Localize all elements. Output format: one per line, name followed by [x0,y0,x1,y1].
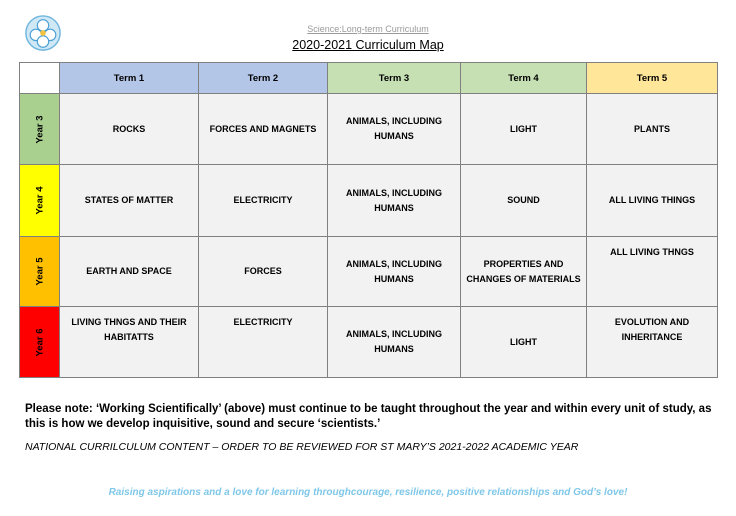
year-label: Year 4 [34,186,45,215]
document-title: 2020-2021 Curriculum Map [292,38,444,52]
topic-cell: LIVING THNGS AND THEIR HABITATTS [60,307,199,378]
year-row [20,307,718,378]
curriculum-table [19,62,718,378]
year-row [20,237,718,307]
topic-cell: ANIMALS, INCLUDING HUMANS [328,307,461,378]
topic-cell: LIGHT [461,94,587,165]
topic-cell: ELECTRICITY [199,165,328,237]
topic-cell: EARTH AND SPACE [60,237,199,307]
year-label-cell [20,307,60,378]
topic-cell: ROCKS [60,94,199,165]
term-header: Term 5 [587,63,718,94]
year-row [20,94,718,165]
year-label-cell [20,165,60,237]
year-label: Year 5 [34,257,45,286]
topic-cell: EVOLUTION AND INHERITANCE [587,307,718,378]
term-header: Term 4 [461,63,587,94]
topic-cell: ANIMALS, INCLUDING HUMANS [328,237,461,307]
year-label-cell [20,237,60,307]
term-header: Term 2 [199,63,328,94]
topic-cell: LIGHT [461,307,587,378]
year-row [20,165,718,237]
national-curriculum-note: NATIONAL CURRILCULUM CONTENT – ORDER TO BE REVIEWED FOR ST MARY’S 2021-2022 ACADEMIC YEAR [25,441,579,453]
topic-cell: PROPERTIES AND CHANGES OF MATERIALS [461,237,587,307]
term-header: Term 3 [328,63,461,94]
term-header: Term 1 [60,63,199,94]
document-subtitle: Science:Long-term Curriculum [307,24,429,34]
topic-cell: PLANTS [587,94,718,165]
year-label: Year 3 [34,115,45,143]
topic-cell: SOUND [461,165,587,237]
term-header-row [20,63,718,94]
corner-cell [20,63,60,94]
topic-cell: STATES OF MATTER [60,165,199,237]
topic-cell: ANIMALS, INCLUDING HUMANS [328,165,461,237]
topic-cell: ELECTRICITY [199,307,328,378]
year-label: Year 6 [34,328,45,356]
topic-cell: FORCES AND MAGNETS [199,94,328,165]
year-label-cell [20,94,60,165]
school-motto: Raising aspirations and a love for learning throughcourage, resilience, positive relationships and God’s love! [108,487,628,498]
topic-cell: ALL LIVING THNGS [587,237,718,307]
topic-cell: ALL LIVING THINGS [587,165,718,237]
topic-cell: ANIMALS, INCLUDING HUMANS [328,94,461,165]
working-scientifically-note: Please note: ‘Working Scientifically’ (above) must continue to be taught throughout the year and within every unit of study, as this is how we develop inquisitive, sound and secure ‘scientists.’ [25,403,712,430]
topic-cell: FORCES [199,237,328,307]
